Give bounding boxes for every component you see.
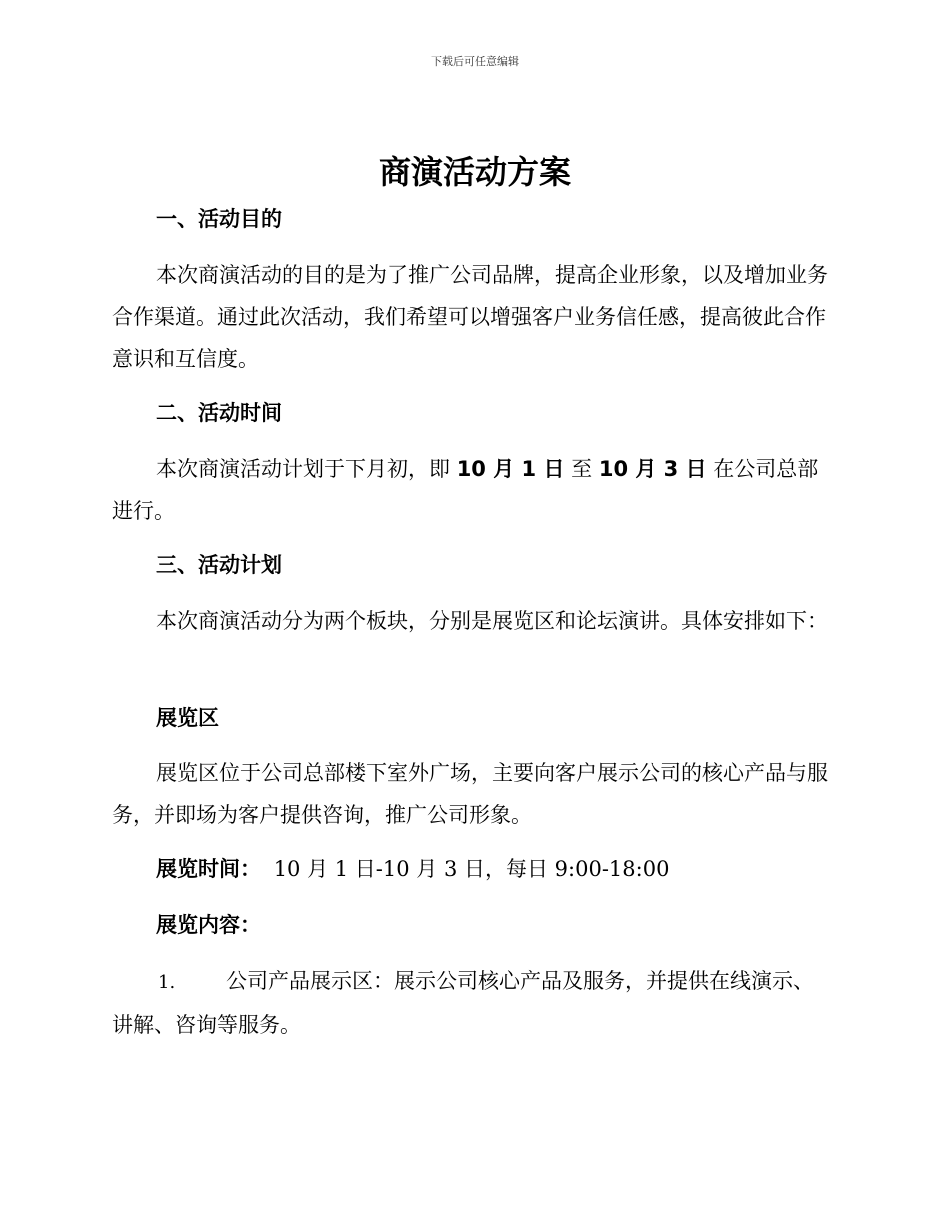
date-start: 10 月 1 日 <box>456 457 565 481</box>
exhibition-time-value: 10 月 1 日-10 月 3 日，每日 9:00-18:00 <box>273 857 670 881</box>
paragraph-time-tail: 在公司总部进行。 <box>112 457 819 523</box>
paragraph-time-middle: 至 <box>564 457 599 481</box>
list-item-number: 1. <box>158 972 176 993</box>
paragraph-time-lead: 本次商演活动计划于下月初，即 <box>156 457 457 481</box>
section-heading-plan: 三、活动计划 <box>156 553 282 577</box>
paragraph-purpose: 本次商演活动的目的是为了推广公司品牌，提高企业形象，以及增加业务合作渠道。通过此次活动，我们希望可以增强客户业务信任感，提高彼此合作意识和互信度。 <box>112 263 828 371</box>
paragraph-time <box>112 448 834 532</box>
date-end: 10 月 3 日 <box>598 457 707 481</box>
exhibition-content-label: 展览内容： <box>156 913 261 937</box>
exhibition-time-label: 展览时间： <box>156 857 261 881</box>
list-item-text: 公司产品展示区：展示公司核心产品及服务，并提供在线演示、讲解、咨询等服务。 <box>112 969 814 1037</box>
document-title: 商演活动方案 <box>378 153 571 191</box>
section-heading-purpose: 一、活动目的 <box>156 207 282 231</box>
exhibition-time-line <box>156 854 669 884</box>
section-heading-time: 二、活动时间 <box>156 401 282 425</box>
list-item <box>112 960 834 1046</box>
header-note: 下载后可任意编辑 <box>431 55 519 68</box>
paragraph-plan: 本次商演活动分为两个板块，分别是展览区和论坛演讲。具体安排如下： <box>156 609 828 633</box>
subheading-exhibition: 展览区 <box>156 706 219 730</box>
paragraph-exhibition: 展览区位于公司总部楼下室外广场，主要向客户展示公司的核心产品与服务，并即场为客户提供咨询，推广公司形象。 <box>112 761 828 827</box>
